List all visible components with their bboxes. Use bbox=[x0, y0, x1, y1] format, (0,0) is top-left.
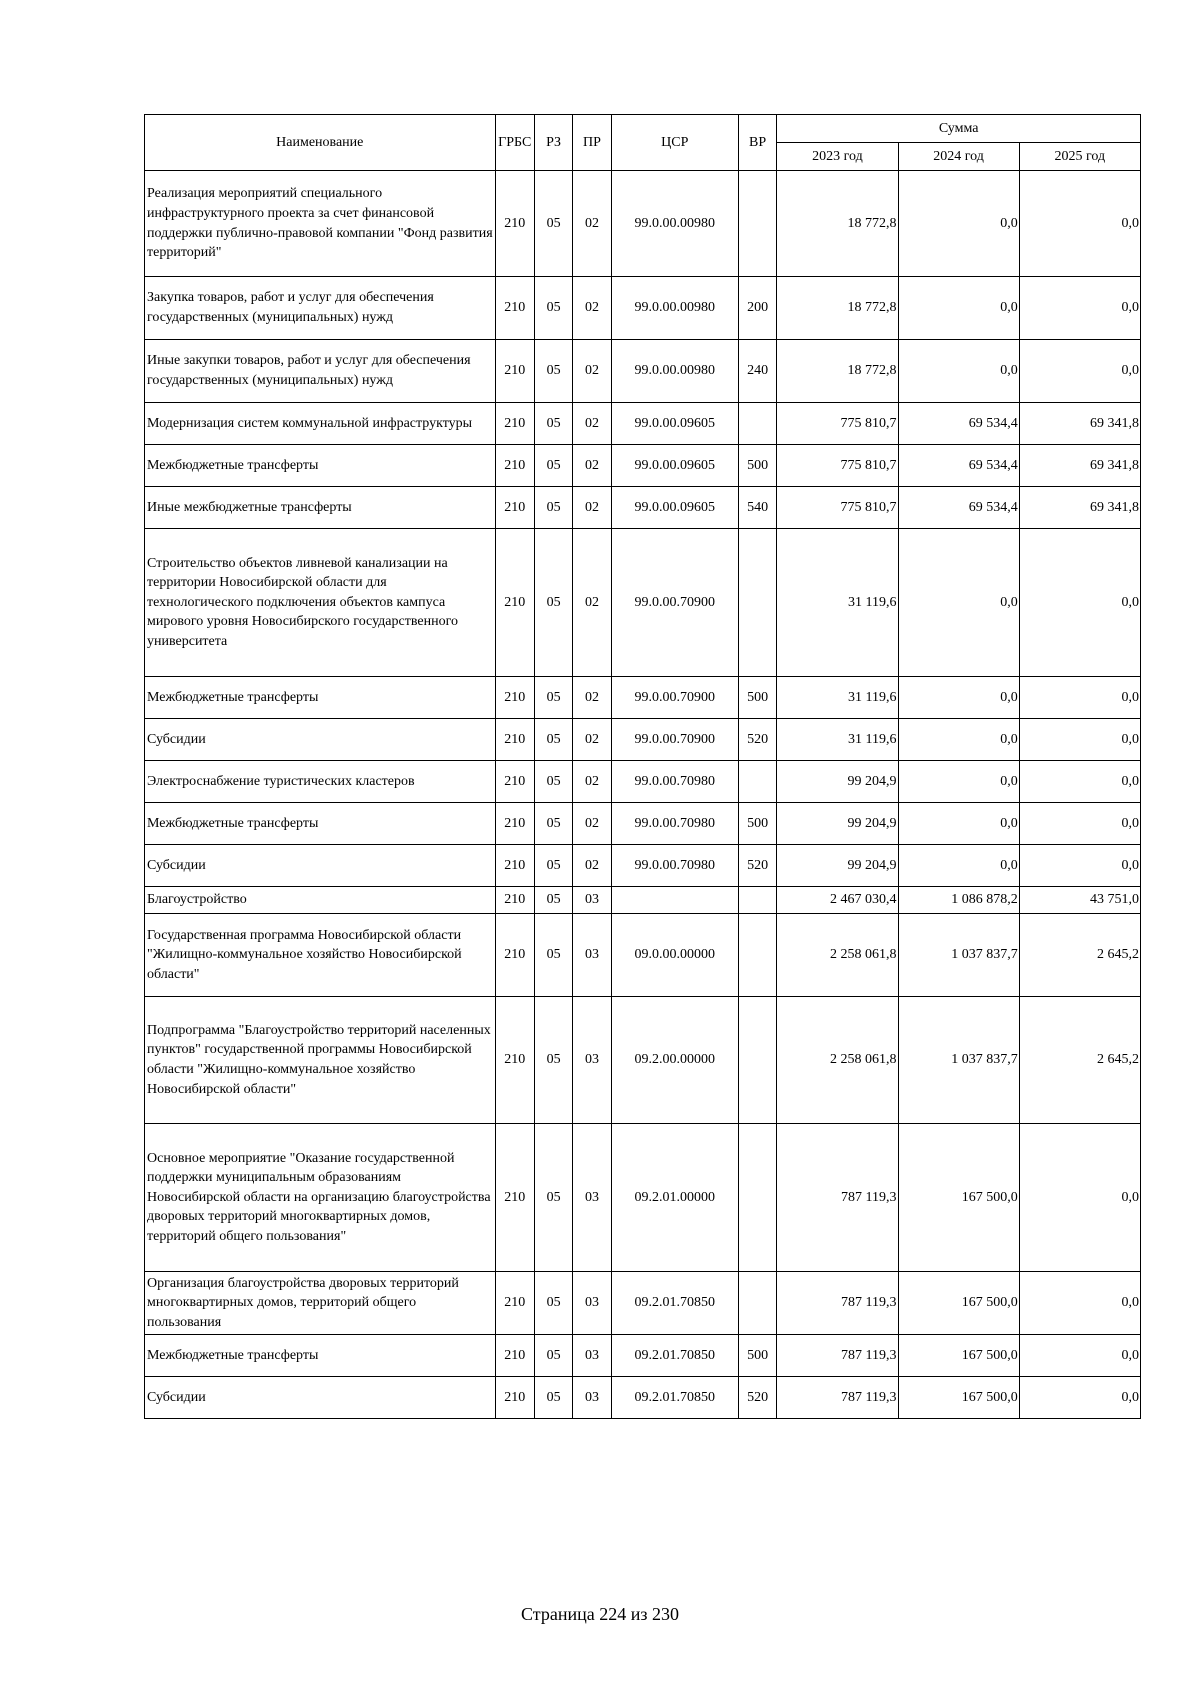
cell-csr: 09.2.01.70850 bbox=[611, 1377, 738, 1419]
cell-pr: 02 bbox=[573, 761, 611, 803]
cell-2023: 775 810,7 bbox=[777, 487, 898, 529]
table-row bbox=[145, 171, 1141, 277]
cell-name: Строительство объектов ливневой канализации на территории Новосибирской области для технологического подключения объектов кампуса мирового уровня Новосибирского государственного университета bbox=[145, 529, 496, 677]
cell-vr: 540 bbox=[738, 487, 776, 529]
table-row bbox=[145, 803, 1141, 845]
cell-name: Основное мероприятие "Оказание государственной поддержки муниципальным образованиям Новосибирской области на организацию благоустройства дворовых территорий многоквартирных домов, территорий общего пользования" bbox=[145, 1124, 496, 1272]
cell-2024: 69 534,4 bbox=[898, 445, 1019, 487]
cell-name: Электроснабжение туристических кластеров bbox=[145, 761, 496, 803]
cell-vr: 500 bbox=[738, 677, 776, 719]
cell-2024: 0,0 bbox=[898, 171, 1019, 277]
cell-2024: 0,0 bbox=[898, 529, 1019, 677]
table-row bbox=[145, 340, 1141, 403]
cell-csr: 99.0.00.09605 bbox=[611, 445, 738, 487]
cell-csr: 09.0.00.00000 bbox=[611, 914, 738, 997]
cell-2024: 1 037 837,7 bbox=[898, 997, 1019, 1124]
cell-csr: 99.0.00.00980 bbox=[611, 171, 738, 277]
cell-rz: 05 bbox=[534, 677, 572, 719]
cell-csr: 09.2.01.70850 bbox=[611, 1335, 738, 1377]
cell-pr: 02 bbox=[573, 445, 611, 487]
cell-csr: 99.0.00.09605 bbox=[611, 487, 738, 529]
cell-name: Межбюджетные трансферты bbox=[145, 445, 496, 487]
header-pr: ПР bbox=[573, 115, 611, 171]
cell-grbs: 210 bbox=[495, 719, 534, 761]
cell-grbs: 210 bbox=[495, 171, 534, 277]
cell-2023: 2 467 030,4 bbox=[777, 887, 898, 914]
cell-vr bbox=[738, 887, 776, 914]
cell-pr: 02 bbox=[573, 677, 611, 719]
cell-2024: 69 534,4 bbox=[898, 487, 1019, 529]
cell-name: Субсидии bbox=[145, 719, 496, 761]
cell-2024: 0,0 bbox=[898, 803, 1019, 845]
cell-pr: 03 bbox=[573, 1335, 611, 1377]
cell-2024: 0,0 bbox=[898, 845, 1019, 887]
cell-name: Межбюджетные трансферты bbox=[145, 677, 496, 719]
cell-rz: 05 bbox=[534, 887, 572, 914]
cell-rz: 05 bbox=[534, 845, 572, 887]
cell-2025: 0,0 bbox=[1019, 719, 1140, 761]
cell-vr bbox=[738, 529, 776, 677]
table-row bbox=[145, 445, 1141, 487]
cell-pr: 02 bbox=[573, 719, 611, 761]
cell-name: Государственная программа Новосибирской области "Жилищно-коммунальное хозяйство Новосибирской области" bbox=[145, 914, 496, 997]
cell-pr: 02 bbox=[573, 487, 611, 529]
cell-csr: 99.0.00.09605 bbox=[611, 403, 738, 445]
cell-grbs: 210 bbox=[495, 445, 534, 487]
cell-csr: 99.0.00.70980 bbox=[611, 803, 738, 845]
cell-pr: 03 bbox=[573, 997, 611, 1124]
header-grbs: ГРБС bbox=[495, 115, 534, 171]
cell-2025: 0,0 bbox=[1019, 677, 1140, 719]
cell-rz: 05 bbox=[534, 803, 572, 845]
cell-2025: 0,0 bbox=[1019, 171, 1140, 277]
cell-vr bbox=[738, 1124, 776, 1272]
cell-rz: 05 bbox=[534, 1272, 572, 1335]
cell-name: Иные межбюджетные трансферты bbox=[145, 487, 496, 529]
cell-name: Субсидии bbox=[145, 1377, 496, 1419]
cell-csr: 99.0.00.70900 bbox=[611, 529, 738, 677]
cell-name: Подпрограмма "Благоустройство территорий населенных пунктов" государственной программы Новосибирской области "Жилищно-коммунальное хозяйство Новосибирской области" bbox=[145, 997, 496, 1124]
cell-grbs: 210 bbox=[495, 1335, 534, 1377]
cell-rz: 05 bbox=[534, 761, 572, 803]
cell-grbs: 210 bbox=[495, 677, 534, 719]
cell-2024: 0,0 bbox=[898, 719, 1019, 761]
cell-grbs: 210 bbox=[495, 1124, 534, 1272]
cell-grbs: 210 bbox=[495, 914, 534, 997]
table-row bbox=[145, 761, 1141, 803]
cell-grbs: 210 bbox=[495, 1377, 534, 1419]
cell-2025: 43 751,0 bbox=[1019, 887, 1140, 914]
cell-vr: 200 bbox=[738, 277, 776, 340]
cell-2023: 775 810,7 bbox=[777, 403, 898, 445]
header-rz: РЗ bbox=[534, 115, 572, 171]
cell-rz: 05 bbox=[534, 1124, 572, 1272]
cell-2023: 18 772,8 bbox=[777, 340, 898, 403]
cell-2025: 0,0 bbox=[1019, 340, 1140, 403]
cell-grbs: 210 bbox=[495, 529, 534, 677]
cell-vr: 500 bbox=[738, 1335, 776, 1377]
cell-rz: 05 bbox=[534, 529, 572, 677]
cell-vr bbox=[738, 997, 776, 1124]
cell-rz: 05 bbox=[534, 997, 572, 1124]
cell-2025: 2 645,2 bbox=[1019, 997, 1140, 1124]
cell-2025: 0,0 bbox=[1019, 529, 1140, 677]
cell-rz: 05 bbox=[534, 719, 572, 761]
table-row bbox=[145, 1335, 1141, 1377]
cell-2025: 69 341,8 bbox=[1019, 487, 1140, 529]
cell-grbs: 210 bbox=[495, 761, 534, 803]
table-row bbox=[145, 887, 1141, 914]
cell-vr: 240 bbox=[738, 340, 776, 403]
cell-grbs: 210 bbox=[495, 403, 534, 445]
table-row bbox=[145, 277, 1141, 340]
cell-pr: 02 bbox=[573, 845, 611, 887]
cell-name: Модернизация систем коммунальной инфраструктуры bbox=[145, 403, 496, 445]
cell-grbs: 210 bbox=[495, 803, 534, 845]
table-row bbox=[145, 1377, 1141, 1419]
cell-rz: 05 bbox=[534, 1377, 572, 1419]
cell-2023: 2 258 061,8 bbox=[777, 914, 898, 997]
cell-csr: 99.0.00.70980 bbox=[611, 761, 738, 803]
cell-2023: 18 772,8 bbox=[777, 277, 898, 340]
cell-2025: 69 341,8 bbox=[1019, 403, 1140, 445]
cell-2025: 2 645,2 bbox=[1019, 914, 1140, 997]
cell-2025: 0,0 bbox=[1019, 1124, 1140, 1272]
cell-vr: 500 bbox=[738, 803, 776, 845]
cell-2024: 167 500,0 bbox=[898, 1335, 1019, 1377]
cell-2023: 787 119,3 bbox=[777, 1377, 898, 1419]
cell-pr: 02 bbox=[573, 340, 611, 403]
cell-name: Благоустройство bbox=[145, 887, 496, 914]
cell-2024: 0,0 bbox=[898, 761, 1019, 803]
table-row bbox=[145, 914, 1141, 997]
cell-grbs: 210 bbox=[495, 1272, 534, 1335]
header-vr: ВР bbox=[738, 115, 776, 171]
cell-vr bbox=[738, 761, 776, 803]
table-row bbox=[145, 529, 1141, 677]
cell-name: Реализация мероприятий специального инфраструктурного проекта за счет финансовой поддержки публично-правовой компании "Фонд развития территорий" bbox=[145, 171, 496, 277]
cell-2023: 787 119,3 bbox=[777, 1335, 898, 1377]
cell-vr: 520 bbox=[738, 1377, 776, 1419]
header-year-2024: 2024 год bbox=[898, 143, 1019, 171]
cell-rz: 05 bbox=[534, 340, 572, 403]
cell-2024: 1 037 837,7 bbox=[898, 914, 1019, 997]
cell-2025: 0,0 bbox=[1019, 1272, 1140, 1335]
cell-2025: 69 341,8 bbox=[1019, 445, 1140, 487]
cell-pr: 03 bbox=[573, 1124, 611, 1272]
cell-2024: 1 086 878,2 bbox=[898, 887, 1019, 914]
cell-pr: 02 bbox=[573, 403, 611, 445]
cell-grbs: 210 bbox=[495, 277, 534, 340]
cell-2024: 69 534,4 bbox=[898, 403, 1019, 445]
cell-name: Организация благоустройства дворовых территорий многоквартирных домов, территорий общего пользования bbox=[145, 1272, 496, 1335]
cell-2023: 31 119,6 bbox=[777, 529, 898, 677]
cell-grbs: 210 bbox=[495, 340, 534, 403]
cell-2025: 0,0 bbox=[1019, 277, 1140, 340]
cell-2023: 775 810,7 bbox=[777, 445, 898, 487]
cell-csr: 09.2.01.00000 bbox=[611, 1124, 738, 1272]
cell-rz: 05 bbox=[534, 403, 572, 445]
table-row bbox=[145, 677, 1141, 719]
cell-2023: 99 204,9 bbox=[777, 761, 898, 803]
table-row bbox=[145, 845, 1141, 887]
cell-2025: 0,0 bbox=[1019, 1377, 1140, 1419]
cell-vr: 520 bbox=[738, 719, 776, 761]
cell-grbs: 210 bbox=[495, 845, 534, 887]
cell-2023: 99 204,9 bbox=[777, 803, 898, 845]
cell-grbs: 210 bbox=[495, 997, 534, 1124]
page-number: Страница 224 из 230 bbox=[521, 1604, 679, 1624]
cell-2025: 0,0 bbox=[1019, 1335, 1140, 1377]
cell-rz: 05 bbox=[534, 487, 572, 529]
cell-csr bbox=[611, 887, 738, 914]
budget-table bbox=[144, 114, 1141, 1419]
table-row bbox=[145, 719, 1141, 761]
table-row bbox=[145, 403, 1141, 445]
cell-csr: 99.0.00.00980 bbox=[611, 277, 738, 340]
table-row bbox=[145, 487, 1141, 529]
cell-pr: 03 bbox=[573, 887, 611, 914]
cell-vr bbox=[738, 403, 776, 445]
cell-csr: 99.0.00.70900 bbox=[611, 719, 738, 761]
cell-csr: 09.2.00.00000 bbox=[611, 997, 738, 1124]
cell-2023: 99 204,9 bbox=[777, 845, 898, 887]
table-row bbox=[145, 1124, 1141, 1272]
cell-pr: 03 bbox=[573, 1377, 611, 1419]
cell-csr: 99.0.00.70900 bbox=[611, 677, 738, 719]
cell-2025: 0,0 bbox=[1019, 803, 1140, 845]
cell-vr bbox=[738, 171, 776, 277]
cell-rz: 05 bbox=[534, 1335, 572, 1377]
cell-2023: 31 119,6 bbox=[777, 677, 898, 719]
cell-rz: 05 bbox=[534, 445, 572, 487]
cell-csr: 99.0.00.70980 bbox=[611, 845, 738, 887]
cell-2024: 167 500,0 bbox=[898, 1124, 1019, 1272]
cell-vr bbox=[738, 1272, 776, 1335]
cell-vr bbox=[738, 914, 776, 997]
cell-2024: 0,0 bbox=[898, 277, 1019, 340]
cell-pr: 02 bbox=[573, 277, 611, 340]
table-row bbox=[145, 1272, 1141, 1335]
cell-pr: 03 bbox=[573, 914, 611, 997]
cell-2023: 787 119,3 bbox=[777, 1124, 898, 1272]
cell-rz: 05 bbox=[534, 277, 572, 340]
cell-name: Иные закупки товаров, работ и услуг для обеспечения государственных (муниципальных) нужд bbox=[145, 340, 496, 403]
cell-name: Межбюджетные трансферты bbox=[145, 803, 496, 845]
cell-2024: 0,0 bbox=[898, 677, 1019, 719]
cell-pr: 02 bbox=[573, 803, 611, 845]
table-header bbox=[145, 115, 1141, 171]
header-name: Наименование bbox=[145, 115, 496, 171]
cell-pr: 02 bbox=[573, 529, 611, 677]
table-body bbox=[145, 171, 1141, 1419]
table-row bbox=[145, 997, 1141, 1124]
cell-name: Межбюджетные трансферты bbox=[145, 1335, 496, 1377]
cell-pr: 02 bbox=[573, 171, 611, 277]
header-sum: Сумма bbox=[777, 115, 1141, 143]
cell-2025: 0,0 bbox=[1019, 761, 1140, 803]
cell-rz: 05 bbox=[534, 914, 572, 997]
cell-rz: 05 bbox=[534, 171, 572, 277]
cell-grbs: 210 bbox=[495, 887, 534, 914]
header-year-2025: 2025 год bbox=[1019, 143, 1140, 171]
cell-2023: 2 258 061,8 bbox=[777, 997, 898, 1124]
cell-csr: 09.2.01.70850 bbox=[611, 1272, 738, 1335]
cell-2023: 31 119,6 bbox=[777, 719, 898, 761]
cell-2023: 787 119,3 bbox=[777, 1272, 898, 1335]
cell-vr: 520 bbox=[738, 845, 776, 887]
cell-2023: 18 772,8 bbox=[777, 171, 898, 277]
cell-2024: 0,0 bbox=[898, 340, 1019, 403]
cell-name: Субсидии bbox=[145, 845, 496, 887]
cell-grbs: 210 bbox=[495, 487, 534, 529]
cell-name: Закупка товаров, работ и услуг для обеспечения государственных (муниципальных) нужд bbox=[145, 277, 496, 340]
cell-pr: 03 bbox=[573, 1272, 611, 1335]
cell-2025: 0,0 bbox=[1019, 845, 1140, 887]
header-csr: ЦСР bbox=[611, 115, 738, 171]
cell-2024: 167 500,0 bbox=[898, 1272, 1019, 1335]
cell-2024: 167 500,0 bbox=[898, 1377, 1019, 1419]
cell-csr: 99.0.00.00980 bbox=[611, 340, 738, 403]
header-year-2023: 2023 год bbox=[777, 143, 898, 171]
cell-vr: 500 bbox=[738, 445, 776, 487]
